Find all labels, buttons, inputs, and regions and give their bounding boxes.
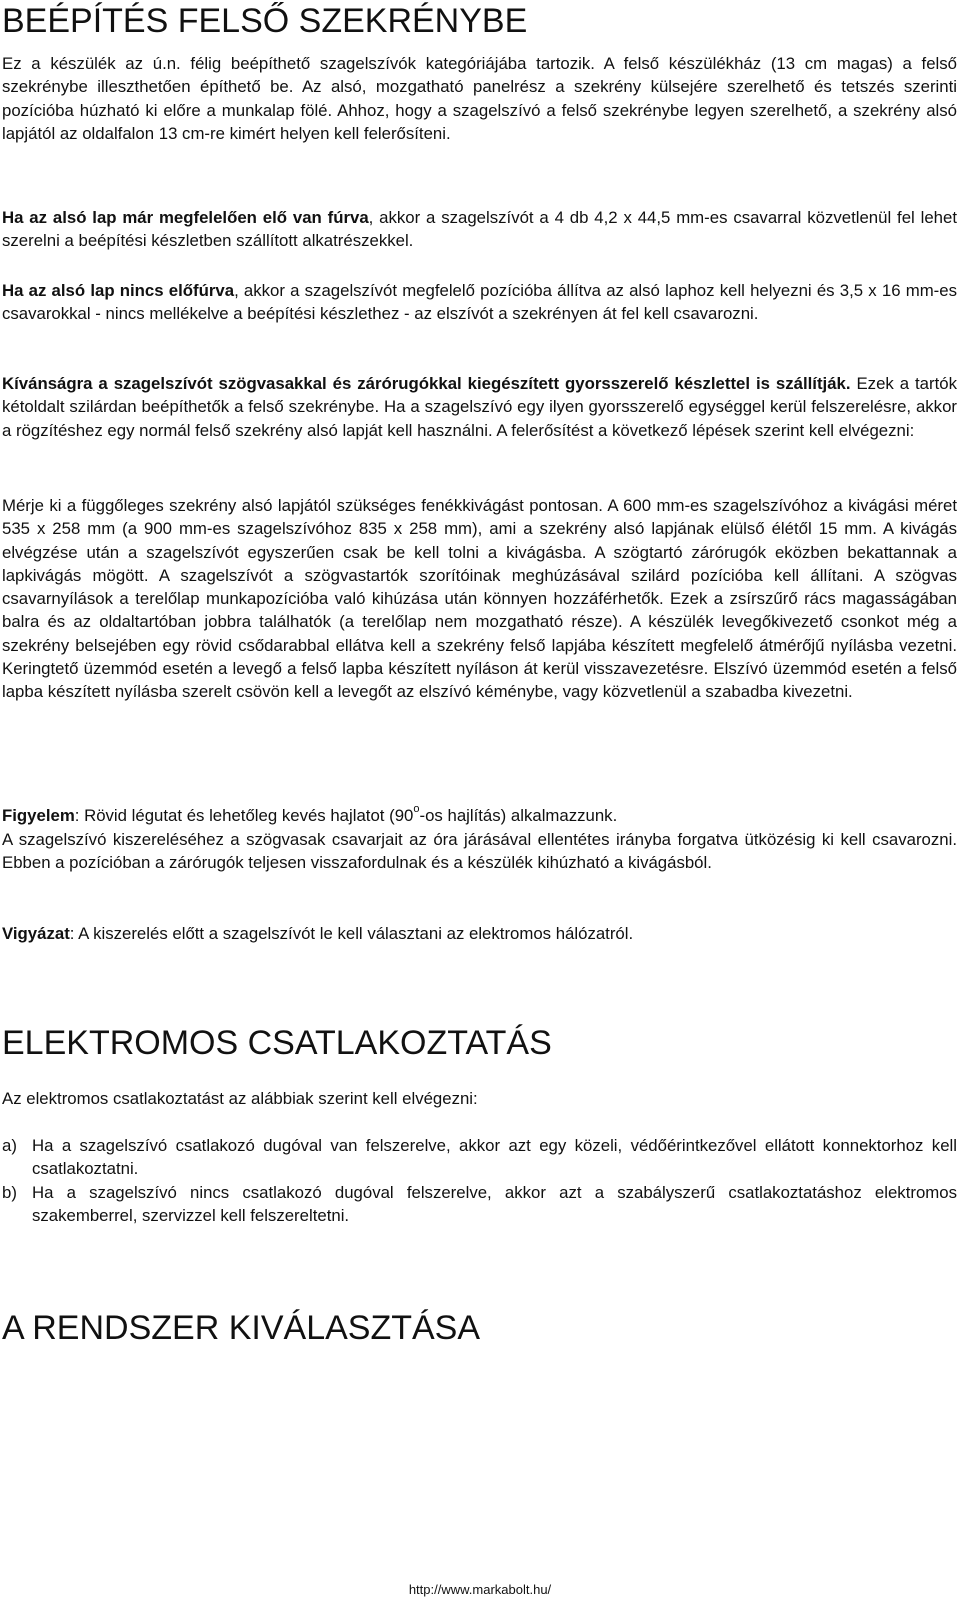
degree-sup: o xyxy=(413,803,420,816)
section-title-system: A RENDSZER KIVÁLASZTÁSA xyxy=(2,1309,481,1347)
paragraph-quick-mount-bold: Kívánságra a szagelszívót szögvasakkal és zárórugókkal kiegészített gyorsszerelő készlettel is szállítják. xyxy=(2,374,851,393)
attention-text-end: -os hajlítás) alkalmazzunk. xyxy=(419,806,618,825)
list-item-text: Ha a szagelszívó csatlakozó dugóval van felszerelve, akkor azt egy közeli, védőérintkezővel ellátott konnektorhoz kell csatlakoztatni. xyxy=(32,1136,957,1179)
warning-text: : A kiszerelés előtt a szagelszívót le kell választani az elektromos hálózatról. xyxy=(69,924,634,943)
paragraph-intro: Ez a készülék az ú.n. félig beépíthető szagelszívók kategóriájába tartozik. A felső készülékház (13 cm magas) a felső szekrénybe illeszthetően építhető be. Az alsó, mozgatható panelrész a szekrény külsejére szerelhető és tetszés szerinti pozícióba húzható ki előre a munkalap fölé. Ahhoz, hogy a szagelszívó a felső szekrénybe legyen szerelhető, a szekrény alsó lapjától az oldalfalon 13 cm-re kimért helyen kell felerősíteni. xyxy=(2,54,957,143)
paragraph-quick-mount-text: Ezek a tartók kétoldalt szilárdan beépíthetők a felső szekrénybe. Ha a szagelszívó egy ilyen gyorsszerelő egységgel kerül felszerelésre, akkor a rögzítéshez egy normál felső szekrény alsó lapját kell használni. A felerősítést a következő lépések szerint kell elvégezni: xyxy=(2,374,957,440)
list-item-text: Ha a szagelszívó nincs csatlakozó dugóval felszerelve, akkor azt a szabályszerű csatlakoztatáshoz elektromos szakemberrel, szervizzel kell felszereltetni. xyxy=(32,1182,957,1225)
warning-label: Vigyázat xyxy=(2,924,70,943)
paragraph-quick-mount xyxy=(2,372,957,442)
paragraph-electrical-intro: Az elektromos csatlakoztatást az alábbiak szerint kell elvégezni: xyxy=(2,1089,478,1108)
footer-url: http://www.markabolt.hu/ xyxy=(408,1582,552,1597)
attention-text: : Rövid légutat és lehetőleg kevés hajlatot (90 xyxy=(74,806,414,825)
paragraph-predrilled-bold: Ha az alsó lap már megfelelően elő van fúrva xyxy=(2,208,369,227)
electrical-list xyxy=(2,1134,957,1227)
section-title-electrical: ELEKTROMOS CSATLAKOZTATÁS xyxy=(2,1024,552,1062)
list-item xyxy=(2,1181,957,1228)
paragraph-attention xyxy=(2,804,957,827)
paragraph-warning xyxy=(2,922,957,945)
paragraph-cutout-steps: Mérje ki a függőleges szekrény alsó lapjától szükséges fenékkivágást pontosan. A 600 mm-es szagelszívóhoz a kivágási méret 535 x 258 mm (a 900 mm-es szagelszívóhoz 835 x 258 mm), ami a szekrény alsó lapjának elülső élétől 15 mm. A kivágás elvégzése után a szagelszívót egyszerűen csak be kell tolni a kivágásba. A szögtartó zárórugók eközben bekattannak a lapkivágás mögött. A szagelszívót a szögvastartók szorítóinak meghúzásával szilárd pozícióba kell állítani. A szögvas csavarnyílások a terelőlap munkapozícióba való kihúzása után könnyen hozzáférhetők. Ezek a zsírszűrő rács magasságában balra és az oldaltartóban jobbra találhatók (a terelőlap nem mozgatható része). A készülék levegőkivezető csonkot még a szekrény belsejében egy rövid csődarabbal ellátva kell a szekrény felső lapjába készített megfelelő átmérőjű nyílásba vezetni. Keringtető üzemmód esetén a levegő a felső lapba készített nyíláson át kerül visszavezetésre. Elszívó üzemmód esetén a felső lapba készített nyílásba szerelt csövön kell a levegőt az elszívó kéménybe, vagy közvetlenül a szabadba kivezetni. xyxy=(2,496,957,702)
list-marker: b) xyxy=(2,1182,17,1202)
paragraph-predrilled xyxy=(2,206,957,253)
paragraph-not-predrilled xyxy=(2,279,957,326)
paragraph-not-predrilled-text: , akkor a szagelszívót megfelelő pozícióba állítva az alsó laphoz kell helyezni és 3,5 x 16 mm-es csavarokkal - nincs mellékelve a beépítési készlethez - az elszívót a szekrényen át fel kell csavarozni. xyxy=(2,281,957,324)
paragraph-not-predrilled-bold: Ha az alsó lap nincs előfúrva xyxy=(2,281,235,300)
paragraph-predrilled-text: , akkor a szagelszívót a 4 db 4,2 x 44,5 mm-es csavarral közvetlenül fel lehet szerelni a beépítési készletben szállított alkatrészekkel. xyxy=(2,208,957,251)
list-marker: a) xyxy=(2,1136,17,1155)
paragraph-removal: A szagelszívó kiszereléséhez a szögvasak csavarjait az óra járásával ellentétes irányba forgatva ütközésig ki kell csavarozni. Ebben a pozícióban a zárórugók teljesen visszafordulnak és a készülék kihúzható a kivágásból. xyxy=(2,830,957,873)
section-title-installation: BEÉPÍTÉS FELSŐ SZEKRÉNYBE xyxy=(2,2,528,40)
attention-label: Figyelem xyxy=(2,806,75,825)
list-item xyxy=(2,1134,957,1181)
